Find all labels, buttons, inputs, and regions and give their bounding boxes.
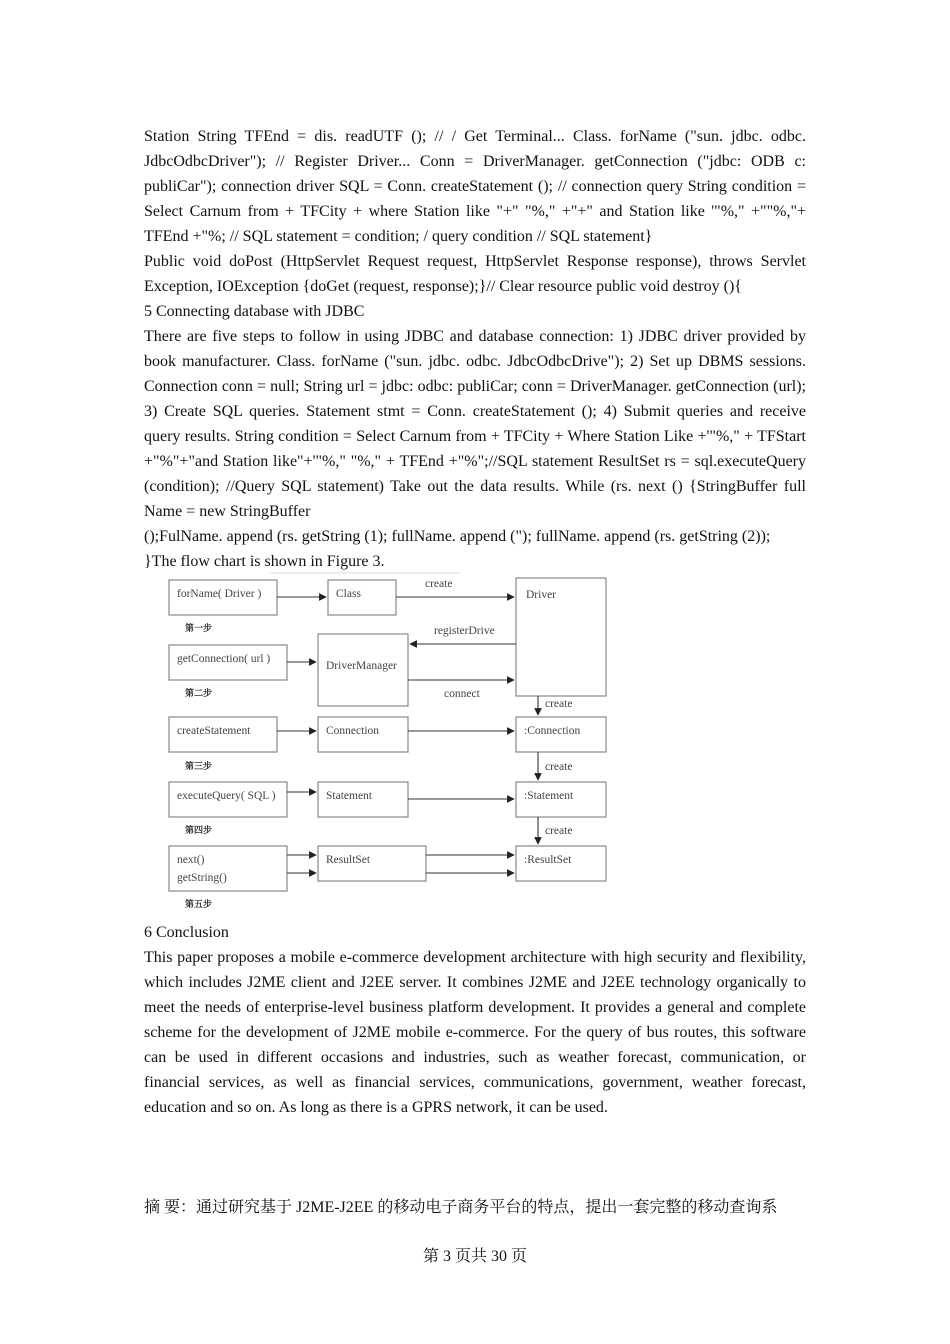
paragraph: There are five steps to follow in using JDBC and database connection: 1) JDBC driver provided by book manufacturer. Class. forName ("sun. jdbc. odbc. JdbcOdbcDrive"); 2) Set up DBMS sessions. Connection conn = null; String url = jdbc: odbc: publiCar; conn = DriverManager. getConnection (url); 3) Create SQL queries. Statement stmt = Conn. createStatement (); 4) Submit queries and receive query results. String condition = Select Carnum from + TFCity + Where Station Like +'"%," + TFStart +"%"+"and Station like"+'"%," "%," + TFEnd +"%";//SQL statement ResultSet rs = sql.executeQuery (condition); //Query SQL statement) Take out the data results. While (rs. next () {StringBuffer full Name = new StringBuffer [144,328,806,520]
arrow-label: create [425,578,453,590]
object-label: :Connection [524,725,581,737]
paragraph: This paper proposes a mobile e-commerce development architecture with high security and flexibility, which includes J2ME client and J2EE server. It combines J2ME and J2EE technology organically to meet the needs of enterprise-level business platform development. It provides a general and complete scheme for the development of J2ME mobile e-commerce. For the query of bus routes, this software can be used in different occasions and industries, such as weather forecast, communication, or financial services, as well as financial services, communications, government, weather forecast, education and so on. As long as there is a GPRS network, it can be used. [144,949,806,1116]
class-label: Class [336,588,361,600]
step-label: 第三步 [185,762,213,772]
object-label: :ResultSet [524,854,572,866]
class-label: Statement [326,790,372,802]
body-text-conclusion [144,920,806,1120]
arrow-label: create [545,698,573,710]
step-label: 第四步 [185,826,213,836]
arrow-label: create [545,761,573,773]
method-label: getConnection( url ) [177,653,271,665]
step-label: 第二步 [185,689,213,699]
section-heading: 5 Connecting database with JDBC [144,303,365,320]
arrow-label: connect [444,688,480,700]
class-label: DriverManager [326,660,397,672]
method-label: getString() [177,872,227,884]
arrow-label: create [545,825,573,837]
method-label: next() [177,854,205,866]
step-label: 第一步 [185,624,213,634]
class-label: ResultSet [326,854,371,866]
jdbc-flow-chart [160,570,620,915]
method-box [169,846,287,891]
page-footer: 第 3 页共 30 页 [422,1248,527,1265]
body-text-top [144,124,806,574]
step-label: 第五步 [185,900,213,910]
flow-chart-svg [160,570,620,915]
abstract-line: 摘 要：通过研究基于 J2ME-J2EE 的移动电子商务平台的特点，提出一套完整的移动查询系 [144,1199,778,1216]
paragraph: Public void doPost (HttpServlet Request request, HttpServlet Response response), throws Servlet Exception, IOException {doGet (request, response);}// Clear resource public void destroy (){ [144,253,806,295]
method-label: forName( Driver ) [177,588,262,600]
method-label: executeQuery( SQL ) [177,790,276,802]
paragraph: Station String TFEnd = dis. readUTF (); // / Get Terminal... Class. forName ("sun. jdbc. odbc. JdbcOdbcDriver"); // Register Driver... Conn = DriverManager. getConnection ("jdbc: ODB c: publiCar"); connection driver SQL = Conn. createStatement (); // connection query String condition = Select Carnum from + TFCity + where Station like "+" "%," +"+" and Station like '"%," +""%,"+ TFEnd +"%; // SQL statement = condition; / query condition // SQL statement} [144,128,806,245]
object-label: :Statement [524,790,574,802]
section-heading: 6 Conclusion [144,924,229,941]
object-label: Driver [526,589,557,601]
class-label: Connection [326,725,380,737]
paragraph-line: }The flow chart is shown in Figure 3. [144,553,385,570]
paragraph-line: ();FulName. append (rs. getString (1); fullName. append ("); fullName. append (rs. getString (2)); [144,528,771,545]
arrow-label: registerDrive [434,625,495,637]
method-label: createStatement [177,725,251,737]
